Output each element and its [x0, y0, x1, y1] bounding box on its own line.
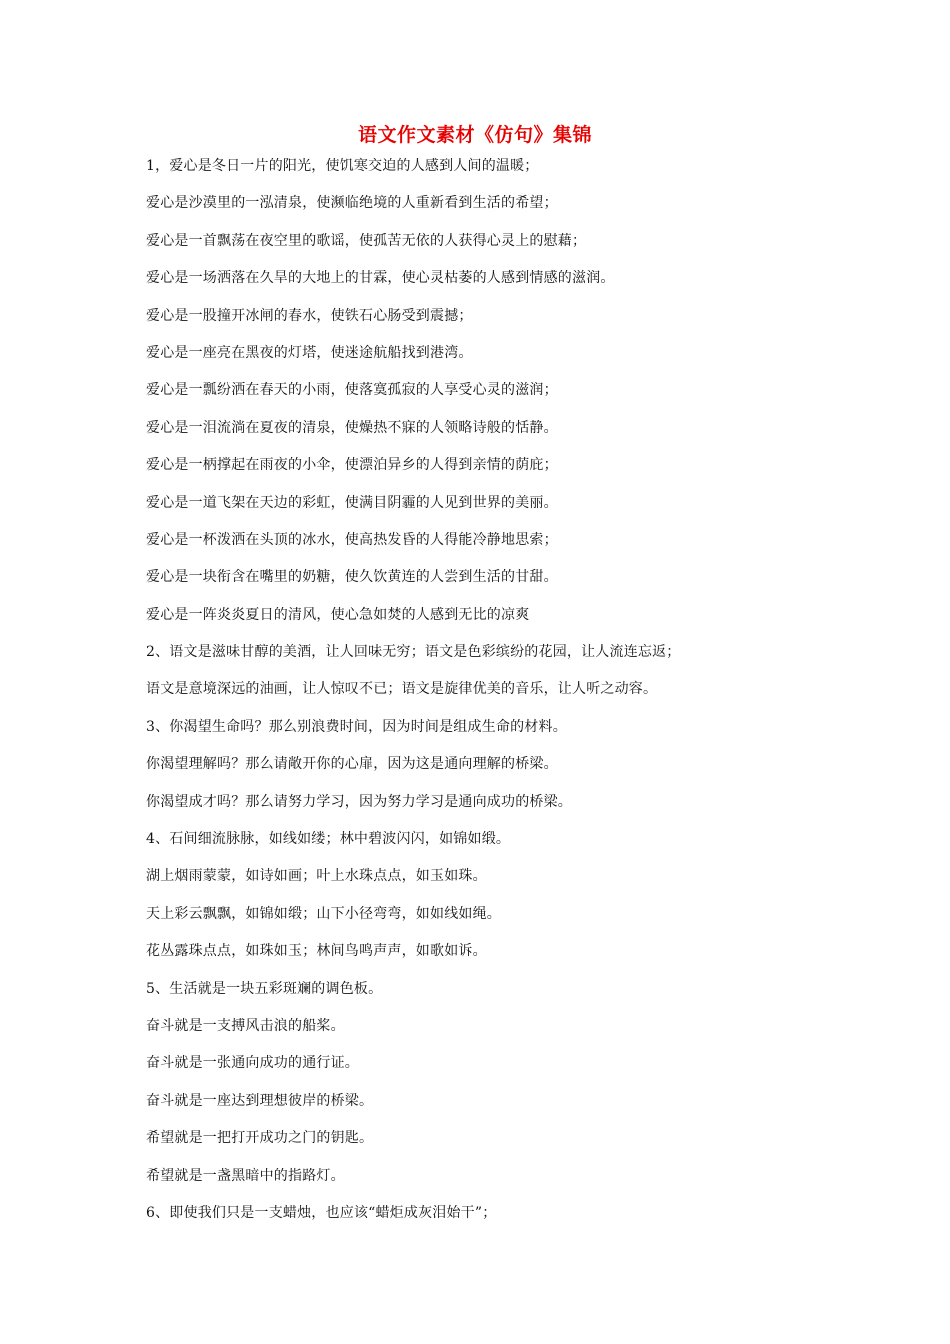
- body-line: 奋斗就是一支搏风击浪的船桨。: [146, 1017, 345, 1034]
- document-title: 语文作文素材《仿句》集锦: [357, 124, 592, 146]
- body-line: 爱心是一首飘荡在夜空里的歌谣，使孤苦无依的人获得心灵上的慰藉；: [146, 232, 587, 249]
- body-line: 爱心是一阵炎炎夏日的清风，使心急如焚的人感到无比的凉爽: [146, 606, 530, 623]
- body-line: 奋斗就是一张通向成功的通行证。: [146, 1055, 359, 1072]
- body-line: 语文是意境深远的油画，让人惊叹不已；语文是旋律优美的音乐，让人听之动容。: [146, 681, 658, 698]
- body-line: 1，爱心是冬日一片的阳光，使饥寒交迫的人感到人间的温暖；: [146, 158, 539, 174]
- body-line: 你渴望成才吗？那么请努力学习，因为努力学习是通向成功的桥梁。: [146, 793, 572, 810]
- body-line: 5、生活就是一块五彩斑斓的调色板。: [146, 980, 383, 997]
- body-line: 希望就是一盏黑暗中的指路灯。: [146, 1167, 345, 1184]
- body-line: 天上彩云飘飘，如锦如缎；山下小径弯弯，如如线如绳。: [146, 905, 501, 922]
- body-line: 希望就是一把打开成功之门的钥匙。: [146, 1130, 374, 1147]
- body-line: 爱心是一杯泼洒在头顶的冰水，使高热发昏的人得能冷静地思索；: [146, 531, 558, 548]
- body-line: 2、语文是滋味甘醇的美酒，让人回味无穷；语文是色彩缤纷的花园，让人流连忘返；: [146, 644, 681, 661]
- body-line: 奋斗就是一座达到理想彼岸的桥梁。: [146, 1092, 374, 1109]
- document-body: [146, 148, 826, 1232]
- body-line: 爱心是一柄撑起在雨夜的小伞，使漂泊异乡的人得到亲情的荫庇；: [146, 457, 558, 474]
- body-line: 4、石间细流脉脉，如线如缕；林中碧波闪闪，如锦如缎。: [146, 831, 511, 848]
- body-line: 爱心是沙漠里的一泓清泉，使濒临绝境的人重新看到生活的希望；: [146, 195, 558, 212]
- body-line: 湖上烟雨蒙蒙，如诗如画；叶上水珠点点，如玉如珠。: [146, 868, 487, 885]
- body-line: 爱心是一道飞架在天边的彩虹，使满目阴霾的人见到世界的美丽。: [146, 494, 558, 511]
- body-line: 爱心是一瓢纷洒在春天的小雨，使落寞孤寂的人享受心灵的滋润；: [146, 382, 558, 399]
- body-line: 爱心是一场洒落在久旱的大地上的甘霖，使心灵枯萎的人感到情感的滋润。: [146, 270, 615, 287]
- body-line: 爱心是一泪流淌在夏夜的清泉，使燥热不寐的人领略诗般的恬静。: [146, 419, 558, 436]
- body-line: 爱心是一座亮在黑夜的灯塔，使迷途航船找到港湾。: [146, 344, 473, 361]
- body-line: 3、你渴望生命吗？那么别浪费时间，因为时间是组成生命的材料。: [146, 718, 567, 735]
- body-line: 爱心是一块衔含在嘴里的奶糖，使久饮黄连的人尝到生活的甘甜。: [146, 569, 558, 586]
- body-line: 6、即使我们只是一支蜡烛，也应该“蜡炬成灰泪始干”；: [146, 1204, 497, 1221]
- body-line: 爱心是一股撞开冰闸的春水，使铁石心肠受到震撼；: [146, 307, 473, 324]
- body-line: 花丛露珠点点，如珠如玉；林间鸟鸣声声，如歌如诉。: [146, 943, 487, 960]
- body-line: 你渴望理解吗？那么请敞开你的心扉，因为这是通向理解的桥梁。: [146, 756, 558, 773]
